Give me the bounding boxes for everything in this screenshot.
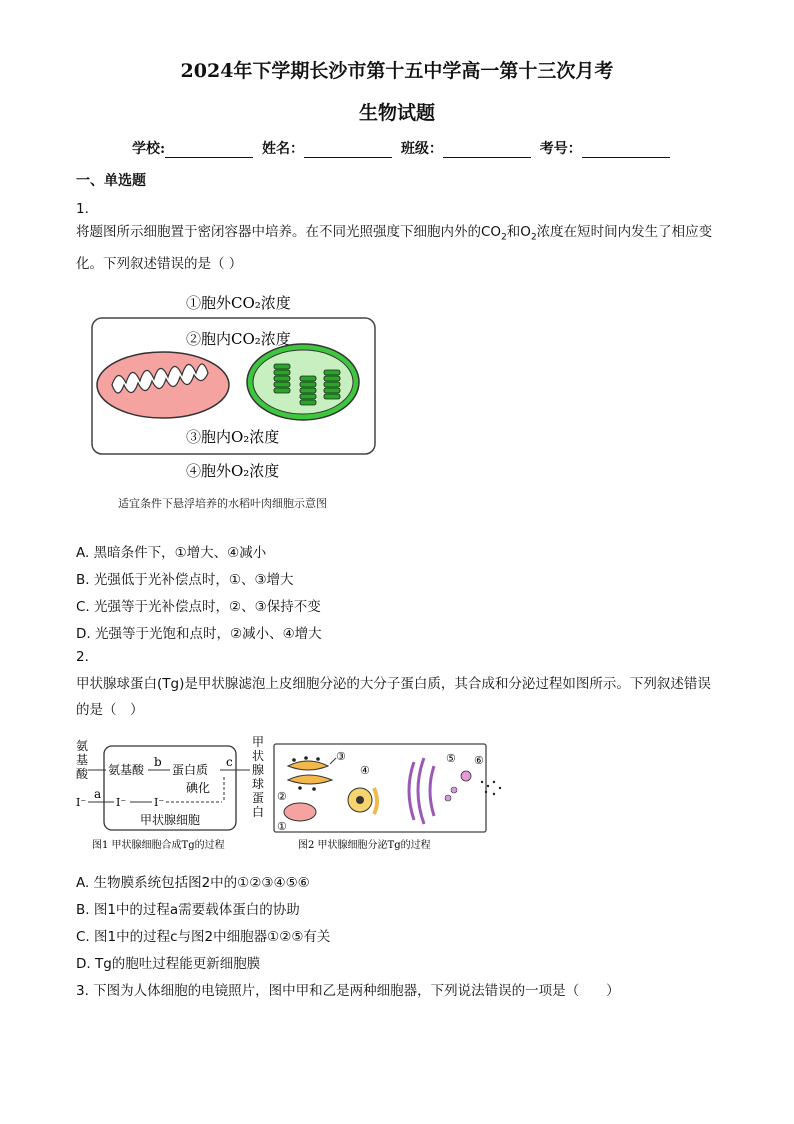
q2-option-c[interactable]: C. 图1中的过程c与图2中细胞器①②⑤有关: [76, 929, 331, 945]
label-a: a: [94, 787, 102, 801]
amino-acid-inner: 氨基酸: [108, 763, 145, 777]
id-blank[interactable]: [582, 143, 670, 158]
q1-stem-sub2: 2: [530, 232, 537, 243]
q1-fig-caption: 适宜条件下悬浮培养的水稻叶肉细胞示意图: [118, 497, 327, 510]
tg-label-3: 腺: [252, 763, 265, 777]
q1-fig-label-4: ④胞外O₂浓度: [186, 462, 280, 480]
fig2-num-2: ②: [277, 790, 287, 803]
fig2-num-5: ⑤: [446, 752, 456, 765]
q1-stem-part-b: 和O: [506, 224, 531, 240]
mitochondrion-2-icon: [284, 803, 316, 821]
page-subtitle: 生物试题: [358, 102, 435, 124]
fig2-num-6: ⑥: [474, 754, 484, 767]
tg-label-4: 球: [252, 777, 265, 791]
fig2-caption: 图2 甲状腺细胞分泌Tg的过程: [298, 840, 431, 851]
tg-label-6: 白: [252, 805, 265, 819]
iodide-outside: I⁻: [76, 796, 87, 809]
school-blank[interactable]: [165, 143, 253, 158]
iodination-label: 碘化: [186, 781, 211, 795]
q2-number: 2.: [76, 649, 89, 665]
tg-label-2: 状: [252, 749, 265, 763]
q1-option-a[interactable]: A. 黑暗条件下，①增大、④减小: [76, 545, 267, 561]
q1-figure: [88, 286, 388, 520]
iodide-inner-2: I⁻: [154, 796, 165, 809]
protein-label: 蛋白质: [172, 763, 209, 777]
vesicle-2: [451, 787, 457, 793]
q1-option-d[interactable]: D. 光强等于光饱和点时，②减小、④增大: [76, 626, 322, 642]
q1-stem-part-a: 将题图所示细胞置于密闭容器中培养。在不同光照强度下细胞内外的CO: [76, 224, 502, 240]
q3-stem: 3. 下图为人体细胞的电镜照片，图中甲和乙是两种细胞器，下列说法错误的一项是（ ）: [76, 983, 620, 999]
secretory-vesicle-icon: [461, 771, 471, 781]
student-info-row: [132, 138, 674, 158]
q1-stem: [76, 219, 716, 277]
id-label: 考号：: [539, 141, 582, 157]
class-label: 班级：: [400, 141, 443, 157]
iodide-inner-1: I⁻: [116, 796, 127, 809]
q1-fig-label-2: ②胞内CO₂浓度: [186, 330, 291, 348]
thyroid-cell-label: 甲状腺细胞: [140, 813, 201, 827]
q1-number: 1.: [76, 201, 89, 217]
q1-option-c[interactable]: C. 光强等于光补偿点时，②、③保持不变: [76, 599, 321, 615]
q1-stem-part-c: 浓度在短时间内发生了相应变化。下列叙述错误的是（ ）: [76, 224, 713, 272]
fig2-num-3: ③: [336, 750, 346, 763]
tg-label-1: 甲: [252, 735, 265, 749]
q1-stem-sub1: 2: [501, 232, 507, 243]
tg-label-5: 蛋: [252, 791, 265, 805]
q2-stem: 甲状腺球蛋白(Tg)是甲状腺滤泡上皮细胞分泌的大分子蛋白质，其合成和分泌过程如图所示。下列叙述错误的是（ ）: [76, 676, 711, 718]
q2-option-d[interactable]: D. Tg的胞吐过程能更新细胞膜: [76, 956, 261, 972]
label-b: b: [154, 755, 162, 769]
name-blank[interactable]: [304, 143, 392, 158]
school-label: 学校:: [132, 141, 166, 157]
q1-fig-label-3: ③胞内O₂浓度: [186, 428, 280, 446]
q2-option-a[interactable]: A. 生物膜系统包括图2中的①②③④⑤⑥: [76, 875, 310, 891]
label-c: c: [226, 755, 233, 769]
fig2-num-1: ①: [277, 820, 287, 833]
amino-acid-label-1: 氨: [76, 739, 89, 753]
q1-fig-label-1: ①胞外CO₂浓度: [186, 294, 291, 312]
q2-option-b[interactable]: B. 图1中的过程a需要载体蛋白的协助: [76, 902, 300, 918]
q2-figure: [74, 732, 514, 858]
class-blank[interactable]: [443, 143, 531, 158]
fig1-caption: 图1 甲状腺细胞合成Tg的过程: [92, 840, 225, 851]
page-title: 2024年下学期长沙市第十五中学高一第十三次月考: [180, 60, 614, 82]
q1-option-b[interactable]: B. 光强低于光补偿点时，①、③增大: [76, 572, 294, 588]
section-heading: 一、单选题: [76, 173, 146, 189]
amino-acid-label-2: 基: [76, 753, 89, 767]
fig2-num-4: ④: [360, 764, 370, 777]
amino-acid-label-3: 酸: [76, 767, 89, 781]
vesicle-1: [445, 795, 451, 801]
name-label: 姓名：: [262, 141, 305, 157]
